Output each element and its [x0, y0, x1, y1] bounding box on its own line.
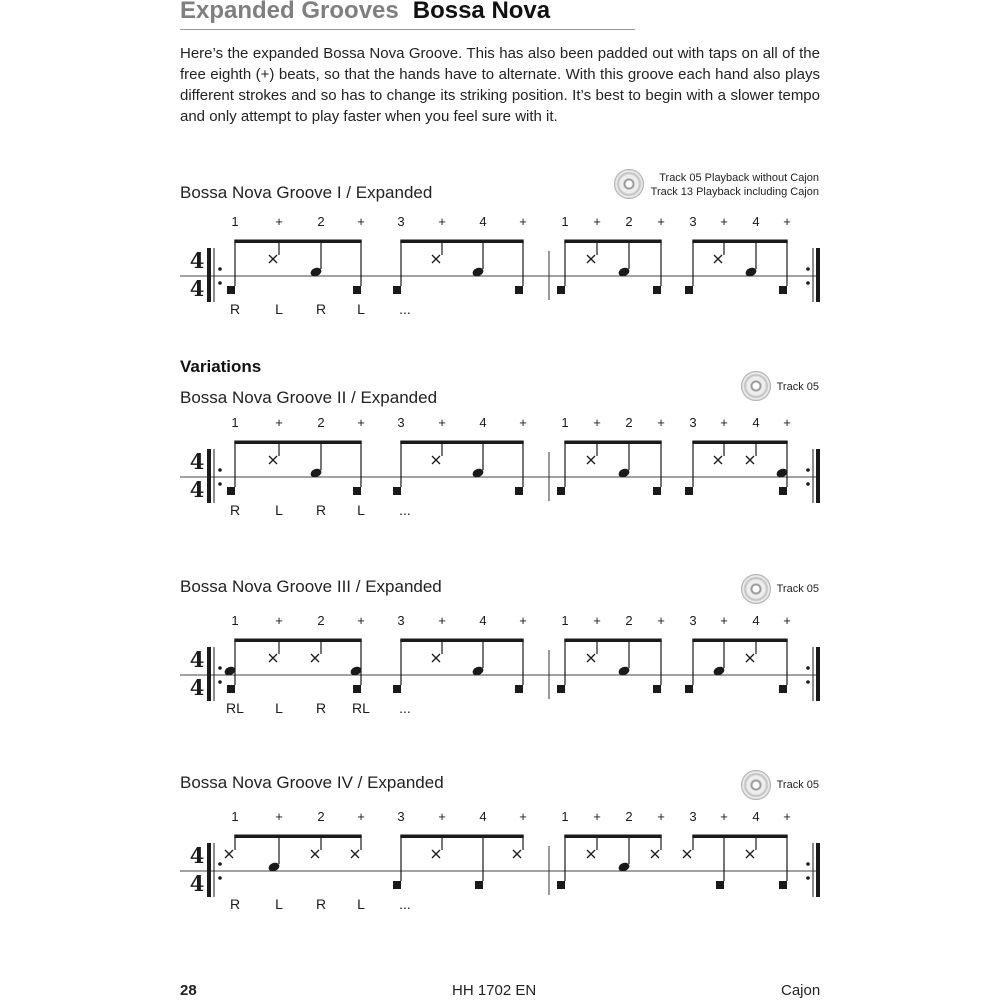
repeat-dot: [806, 876, 810, 880]
count-label: 1: [231, 415, 239, 430]
instrument-label: Cajon: [781, 982, 821, 999]
time-signature-bottom: 4: [189, 675, 205, 700]
slap-stroke-note: [587, 255, 595, 263]
count-label: +: [783, 613, 791, 628]
repeat-dot: [806, 468, 810, 472]
repeat-dot: [806, 862, 810, 866]
count-label: 3: [397, 809, 405, 824]
count-label: +: [593, 214, 601, 229]
beam: [564, 639, 661, 643]
bass-stroke-note: [557, 881, 565, 889]
beam: [234, 240, 361, 244]
repeat-dot: [218, 876, 222, 880]
groove-4-notation: [178, 805, 828, 915]
groove-3-title: Bossa Nova Groove III / Expanded: [180, 577, 442, 596]
count-label: +: [593, 613, 601, 628]
bass-stroke-note: [393, 685, 401, 693]
count-label: +: [657, 809, 665, 824]
bass-stroke-note: [393, 286, 401, 294]
sticking-label: R: [315, 896, 327, 912]
count-label: +: [720, 214, 728, 229]
groove-1-title: Bossa Nova Groove I / Expanded: [180, 183, 433, 202]
count-label: 3: [689, 613, 697, 628]
count-label: +: [438, 415, 446, 430]
count-label: 1: [561, 613, 569, 628]
bass-stroke-note: [227, 685, 235, 693]
count-label: 2: [625, 415, 633, 430]
count-label: 2: [317, 809, 325, 824]
count-label: +: [275, 214, 283, 229]
count-label: 4: [479, 415, 487, 430]
count-label: +: [275, 613, 283, 628]
slap-stroke-note: [513, 850, 521, 858]
groove-title: Bossa Nova: [412, 0, 551, 24]
slap-stroke-note: [225, 850, 233, 858]
beam: [400, 835, 523, 839]
bass-stroke-note: [557, 685, 565, 693]
repeat-dot: [218, 680, 222, 684]
sticking-label: L: [275, 502, 283, 518]
count-label: +: [275, 415, 283, 430]
slap-stroke-note: [432, 654, 440, 662]
count-label: 3: [397, 214, 405, 229]
count-label: 3: [689, 415, 697, 430]
bass-stroke-note: [779, 881, 787, 889]
track-line: Track 05: [776, 381, 819, 393]
repeat-dot: [218, 862, 222, 866]
count-label: +: [275, 809, 283, 824]
count-label: 3: [397, 613, 405, 628]
repeat-dot: [806, 482, 810, 486]
count-label: 2: [625, 809, 633, 824]
beam: [692, 441, 787, 445]
sticking-label: L: [357, 301, 365, 317]
beam: [564, 240, 661, 244]
sticking-label: L: [275, 896, 283, 912]
bass-stroke-note: [515, 286, 523, 294]
sticking-label: R: [315, 301, 327, 317]
bass-stroke-note: [227, 487, 235, 495]
sticking-label: R: [229, 896, 241, 912]
repeat-dot: [218, 482, 222, 486]
intro-paragraph: Here’s the expanded Bossa Nova Groove. This has also been padded out with taps on all of the free eighth (+) beats, so that the hands have to alternate. With this groove each hand also plays different strokes and so has to change its striking position. It’s best to begin with a slower tempo and only attempt to play faster when you feel sure with it.: [180, 45, 820, 125]
bass-stroke-note: [685, 685, 693, 693]
count-label: +: [720, 613, 728, 628]
beam: [692, 639, 787, 643]
sticking-label: ...: [399, 502, 411, 518]
bass-stroke-note: [716, 881, 724, 889]
bass-stroke-note: [353, 685, 361, 693]
count-label: +: [720, 809, 728, 824]
bass-stroke-note: [353, 487, 361, 495]
count-label: +: [783, 809, 791, 824]
count-label: 2: [317, 415, 325, 430]
page-title: [180, 0, 550, 25]
count-label: +: [593, 809, 601, 824]
bass-stroke-note: [515, 487, 523, 495]
time-signature-bottom: 4: [189, 871, 205, 896]
slap-stroke-note: [311, 850, 319, 858]
bass-stroke-note: [653, 487, 661, 495]
count-label: 1: [231, 214, 239, 229]
beam: [234, 441, 361, 445]
cd-icon: [741, 770, 771, 800]
count-label: +: [357, 809, 365, 824]
count-label: 1: [231, 809, 239, 824]
repeat-dot: [806, 666, 810, 670]
sticking-label: ...: [399, 896, 411, 912]
count-label: 2: [625, 214, 633, 229]
sticking-label: L: [357, 502, 365, 518]
time-signature-bottom: 4: [189, 477, 205, 502]
time-signature-top: 4: [189, 248, 205, 273]
cd-icon: [741, 574, 771, 604]
slap-stroke-note: [311, 654, 319, 662]
sticking-label: L: [357, 896, 365, 912]
count-label: 2: [625, 613, 633, 628]
beam: [692, 835, 787, 839]
count-label: 3: [397, 415, 405, 430]
bass-stroke-note: [653, 286, 661, 294]
repeat-dot: [806, 281, 810, 285]
repeat-dot: [218, 468, 222, 472]
bass-stroke-note: [475, 881, 483, 889]
cd-icon: [614, 169, 644, 199]
count-label: 4: [479, 809, 487, 824]
bass-stroke-note: [653, 685, 661, 693]
slap-stroke-note: [432, 850, 440, 858]
count-label: +: [720, 415, 728, 430]
bass-stroke-note: [393, 881, 401, 889]
count-label: +: [438, 809, 446, 824]
slap-stroke-note: [714, 456, 722, 464]
groove-1-notation: [178, 210, 828, 320]
beam: [564, 835, 661, 839]
sticking-label: R: [229, 301, 241, 317]
section-title: Expanded Grooves: [180, 0, 399, 24]
groove-2-title: Bossa Nova Groove II / Expanded: [180, 388, 438, 407]
count-label: 4: [752, 214, 760, 229]
track-line: Track 13 Playback including Cajon: [650, 186, 819, 198]
count-label: 3: [689, 809, 697, 824]
bass-stroke-note: [779, 685, 787, 693]
slap-stroke-note: [587, 456, 595, 464]
count-label: 1: [561, 214, 569, 229]
count-label: +: [438, 613, 446, 628]
repeat-dot: [218, 267, 222, 271]
repeat-dot: [806, 267, 810, 271]
time-signature-top: 4: [189, 449, 205, 474]
time-signature-top: 4: [189, 843, 205, 868]
time-signature-top: 4: [189, 647, 205, 672]
count-label: 4: [752, 415, 760, 430]
bass-stroke-note: [779, 487, 787, 495]
count-label: 4: [752, 613, 760, 628]
repeat-dot: [218, 666, 222, 670]
sticking-label: L: [275, 301, 283, 317]
track-line: Track 05 Playback without Cajon: [659, 172, 819, 184]
beam: [400, 441, 523, 445]
count-label: +: [657, 415, 665, 430]
count-label: +: [519, 809, 527, 824]
beam: [564, 441, 661, 445]
groove-4-title: Bossa Nova Groove IV / Expanded: [180, 773, 444, 792]
track-line: Track 05: [776, 779, 819, 791]
repeat-dot: [218, 281, 222, 285]
slap-stroke-note: [746, 456, 754, 464]
sticking-label: R: [315, 502, 327, 518]
groove-2-notation: [178, 411, 828, 521]
count-label: 4: [479, 214, 487, 229]
count-label: 2: [317, 613, 325, 628]
slap-stroke-note: [269, 456, 277, 464]
title-rule: [180, 29, 635, 30]
count-label: +: [783, 214, 791, 229]
bass-stroke-note: [685, 286, 693, 294]
cd-icon: [741, 371, 771, 401]
bass-stroke-note: [353, 286, 361, 294]
beam: [400, 240, 523, 244]
count-label: +: [357, 214, 365, 229]
count-label: 3: [689, 214, 697, 229]
groove-3-notation: [178, 609, 828, 719]
slap-stroke-note: [351, 850, 359, 858]
slap-stroke-note: [587, 850, 595, 858]
count-label: +: [783, 415, 791, 430]
count-label: 1: [561, 809, 569, 824]
count-label: +: [657, 613, 665, 628]
sticking-label: ...: [399, 301, 411, 317]
count-label: +: [519, 214, 527, 229]
sticking-label: RL: [352, 700, 370, 716]
track-line: Track 05: [776, 583, 819, 595]
slap-stroke-note: [651, 850, 659, 858]
bass-stroke-note: [779, 286, 787, 294]
bass-stroke-note: [393, 487, 401, 495]
count-label: 4: [752, 809, 760, 824]
count-label: +: [438, 214, 446, 229]
catalog-code: HH 1702 EN: [452, 982, 537, 999]
bass-stroke-note: [557, 286, 565, 294]
slap-stroke-note: [432, 255, 440, 263]
sticking-label: L: [275, 700, 283, 716]
count-label: +: [519, 613, 527, 628]
page-number: 28: [180, 982, 197, 999]
beam: [234, 639, 361, 643]
bass-stroke-note: [227, 286, 235, 294]
slap-stroke-note: [714, 255, 722, 263]
bass-stroke-note: [685, 487, 693, 495]
count-label: 4: [479, 613, 487, 628]
sticking-label: ...: [399, 700, 411, 716]
repeat-dot: [806, 680, 810, 684]
slap-stroke-note: [746, 654, 754, 662]
count-label: +: [357, 613, 365, 628]
slap-stroke-note: [587, 654, 595, 662]
slap-stroke-note: [269, 654, 277, 662]
count-label: 1: [561, 415, 569, 430]
beam: [400, 639, 523, 643]
bass-stroke-note: [557, 487, 565, 495]
sticking-label: RL: [226, 700, 244, 716]
count-label: 1: [231, 613, 239, 628]
count-label: +: [657, 214, 665, 229]
time-signature-bottom: 4: [189, 276, 205, 301]
slap-stroke-note: [746, 850, 754, 858]
sticking-label: R: [229, 502, 241, 518]
variations-heading: Variations: [180, 357, 262, 376]
count-label: +: [593, 415, 601, 430]
slap-stroke-note: [269, 255, 277, 263]
beam: [692, 240, 787, 244]
slap-stroke-note: [432, 456, 440, 464]
bass-stroke-note: [515, 685, 523, 693]
count-label: +: [357, 415, 365, 430]
slap-stroke-note: [683, 850, 691, 858]
count-label: +: [519, 415, 527, 430]
beam: [234, 835, 361, 839]
count-label: 2: [317, 214, 325, 229]
sticking-label: R: [315, 700, 327, 716]
